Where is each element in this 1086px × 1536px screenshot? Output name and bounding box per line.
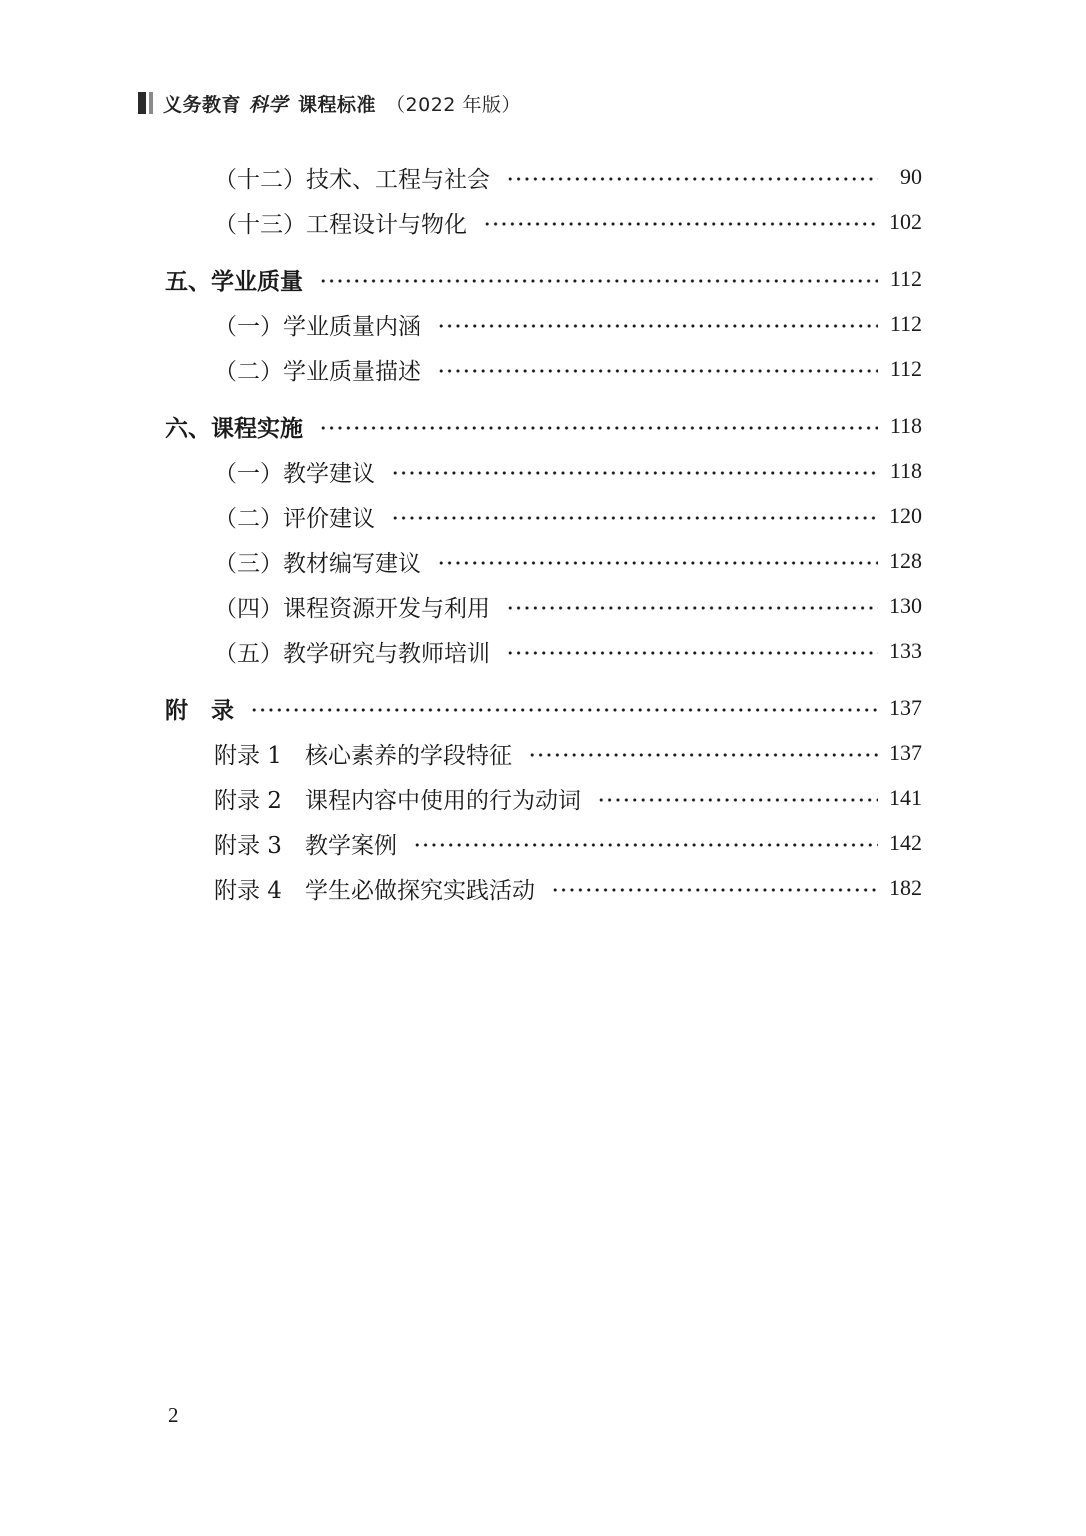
toc-subsection-entry[interactable] [214, 307, 922, 341]
toc-dot-leader [250, 708, 878, 712]
header-bar-light [149, 92, 153, 114]
toc-dot-leader [437, 561, 878, 565]
toc-entry-label: 附录 3 教学案例 [214, 832, 397, 859]
header-title-suffix: 课程标准 [298, 93, 377, 116]
header-bar-dark [138, 92, 146, 114]
toc-subsection-entry[interactable] [214, 871, 922, 905]
toc-subsection-entry[interactable] [214, 454, 922, 488]
toc-dot-leader [437, 369, 878, 373]
toc-subsection-entry[interactable] [214, 205, 922, 239]
toc-entry-page-number: 141 [889, 785, 922, 810]
toc-dot-leader [597, 798, 878, 802]
toc-entry-page-number: 128 [889, 548, 922, 573]
toc-entry-label: 附录 2 课程内容中使用的行为动词 [214, 787, 581, 814]
toc-entry-page-number: 118 [889, 413, 922, 438]
toc-dot-leader [437, 324, 878, 328]
toc-dot-leader [319, 426, 878, 430]
toc-entry-page-number: 133 [889, 638, 922, 663]
toc-section-entry[interactable] [165, 262, 922, 296]
toc-entry-page-number: 130 [889, 593, 922, 618]
toc-entry-label: 六、课程实施 [165, 415, 303, 442]
toc-entry-label: 附录 1 核心素养的学段特征 [214, 742, 512, 769]
toc-entry-label: （三）教材编写建议 [214, 550, 421, 577]
toc-dot-leader [506, 651, 878, 655]
toc-dot-leader [551, 888, 878, 892]
toc-dot-leader [528, 753, 878, 757]
toc-entry-label: （五）教学研究与教师培训 [214, 640, 490, 667]
toc-entry-page-number: 137 [889, 695, 922, 720]
toc-entry-label: 附 录 [165, 697, 234, 724]
toc-subsection-entry[interactable] [214, 634, 922, 668]
toc-entry-page-number: 182 [889, 875, 922, 900]
toc-section-entry[interactable] [165, 409, 922, 443]
toc-dot-leader [506, 177, 878, 181]
page-number: 2 [168, 1403, 179, 1427]
toc-entry-page-number: 120 [889, 503, 922, 528]
toc-entry-page-number: 137 [889, 740, 922, 765]
toc-subsection-entry[interactable] [214, 352, 922, 386]
toc-subsection-entry[interactable] [214, 499, 922, 533]
header-title-prefix: 义务教育 [163, 93, 242, 116]
toc-entry-page-number: 118 [889, 458, 922, 483]
toc-subsection-entry[interactable] [214, 781, 922, 815]
toc-subsection-entry[interactable] [214, 589, 922, 623]
header-subject: 科学 [249, 93, 289, 116]
header-edition: （2022 年版） [386, 93, 521, 116]
toc-entry-page-number: 102 [889, 209, 922, 234]
toc-subsection-entry[interactable] [214, 544, 922, 578]
toc-subsection-entry[interactable] [214, 826, 922, 860]
toc-entry-label: （四）课程资源开发与利用 [214, 595, 490, 622]
toc-entry-label: 附录 4 学生必做探究实践活动 [214, 877, 535, 904]
toc-entry-label: （一）教学建议 [214, 460, 375, 487]
toc-entry-label: （二）评价建议 [214, 505, 375, 532]
toc-entry-page-number: 112 [889, 356, 922, 381]
running-header [138, 88, 521, 118]
toc-dot-leader [391, 471, 878, 475]
toc-entry-page-number: 142 [889, 830, 922, 855]
toc-entry-page-number: 112 [889, 266, 922, 291]
toc-entry-label: （一）学业质量内涵 [214, 313, 421, 340]
toc-dot-leader [391, 516, 878, 520]
toc-subsection-entry[interactable] [214, 736, 922, 770]
toc-entry-label: 五、学业质量 [165, 268, 303, 295]
header-title [163, 90, 521, 117]
header-bar-mark [138, 92, 153, 114]
toc-entry-page-number: 90 [900, 164, 922, 189]
toc-entry-label: （十二）技术、工程与社会 [214, 166, 490, 193]
toc-dot-leader [506, 606, 878, 610]
toc-section-entry[interactable] [165, 691, 922, 725]
toc-dot-leader [319, 279, 878, 283]
toc-subsection-entry[interactable] [214, 160, 922, 194]
toc-dot-leader [413, 843, 878, 847]
toc-entry-label: （二）学业质量描述 [214, 358, 421, 385]
toc-entry-page-number: 112 [889, 311, 922, 336]
toc-dot-leader [483, 222, 878, 226]
toc-entry-label: （十三）工程设计与物化 [214, 211, 467, 238]
